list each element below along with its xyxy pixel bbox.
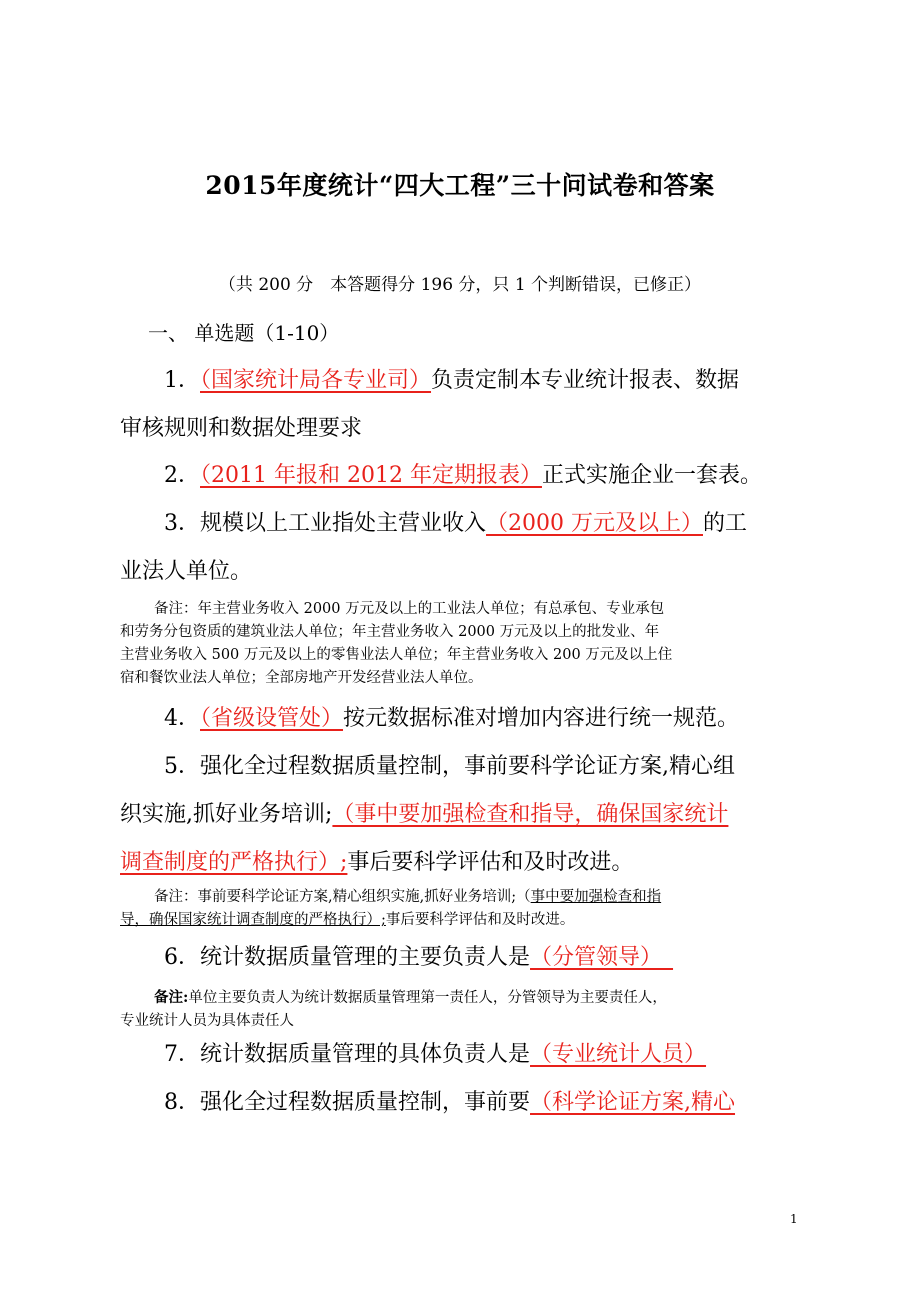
question-text: 强化全过程数据质量控制，事前要科学论证方案,精心组 bbox=[200, 754, 735, 779]
note-line: 备注：年主营业务收入 2000 万元及以上的工业法人单位；有总承包、专业承包 bbox=[154, 601, 665, 617]
answer-text: （事中要加强检查和指导，确保国家统计 bbox=[332, 802, 729, 827]
note-question-6 bbox=[120, 986, 802, 1033]
note-text bbox=[120, 886, 802, 909]
note-label: 备注: bbox=[154, 989, 189, 1006]
note-line: 主营业务收入 500 万元及以上的零售业法人单位；年主营业务收入 200 万元及以上住 bbox=[120, 647, 673, 663]
question-7 bbox=[164, 1040, 706, 1070]
question-text: 统计数据质量管理的主要负责人是 bbox=[200, 945, 531, 970]
note-line: 和劳务分包资质的建筑业法人单位；年主营业务收入 2000 万元及以上的批发业、年 bbox=[120, 624, 660, 640]
question-3-continued: 业法人单位。 bbox=[120, 559, 253, 584]
answer-text: （国家统计局各专业司） bbox=[200, 368, 432, 393]
score-subtitle: （共 200 分 本答题得分 196 分，只 1 个判断错误，已修正） bbox=[218, 275, 702, 295]
question-4 bbox=[164, 704, 739, 734]
note-line: 宿和餐饮业法人单位；全部房地产开发经营业法人单位。 bbox=[120, 670, 483, 686]
question-text: 事后要科学评估和及时改进。 bbox=[347, 850, 634, 875]
question-number: 4． bbox=[164, 706, 200, 731]
note-question-3 bbox=[120, 598, 802, 690]
question-number: 5． bbox=[164, 754, 200, 779]
answer-text: 调查制度的严格执行）; bbox=[120, 850, 348, 875]
note-text-plain: 备注：事前要科学论证方案,精心组织实施,抓好业务培训;（ bbox=[154, 889, 531, 905]
note-text-underlined: 导，确保国家统计调查制度的严格执行）; bbox=[120, 912, 386, 928]
answer-text: （科学论证方案,精心 bbox=[530, 1090, 736, 1115]
answer-text: （分管领导） bbox=[530, 945, 674, 970]
question-1 bbox=[164, 366, 739, 396]
question-2 bbox=[164, 461, 762, 491]
answer-text: （省级设管处） bbox=[200, 706, 344, 731]
note-text bbox=[120, 909, 802, 932]
question-number: 7． bbox=[164, 1042, 200, 1067]
question-8 bbox=[164, 1088, 735, 1118]
question-text: 规模以上工业指处主营业收入 bbox=[200, 511, 487, 536]
question-3 bbox=[164, 509, 747, 539]
document-title: 2015年度统计“四大工程”三十问试卷和答案 bbox=[205, 171, 715, 200]
question-5-line-2 bbox=[120, 800, 728, 830]
question-number: 8． bbox=[164, 1090, 200, 1115]
question-text: 正式实施企业一套表。 bbox=[541, 463, 762, 488]
question-text: 织实施,抓好业务培训; bbox=[120, 802, 333, 827]
question-text-tail: 的工 bbox=[703, 511, 748, 536]
answer-text: （专业统计人员） bbox=[530, 1042, 707, 1067]
note-text-plain: 单位主要负责人为统计数据质量管理第一责任人，分管领导为主要责任人， bbox=[188, 990, 667, 1006]
note-text-plain: 事后要科学评估和及时改进。 bbox=[385, 912, 575, 928]
question-text: 负责定制本专业统计报表、数据 bbox=[431, 368, 740, 393]
question-number: 2． bbox=[164, 463, 200, 488]
question-text: 按元数据标准对增加内容进行统一规范。 bbox=[343, 706, 740, 731]
question-number: 1． bbox=[164, 368, 200, 393]
question-text: 强化全过程数据质量控制，事前要 bbox=[200, 1090, 531, 1115]
note-text-underlined: 事中要加强检查和指 bbox=[530, 889, 662, 905]
answer-text: （2000 万元及以上） bbox=[486, 511, 703, 536]
note-line: 专业统计人员为具体责任人 bbox=[120, 1013, 294, 1029]
note-question-5 bbox=[120, 886, 802, 932]
question-number: 3． bbox=[164, 511, 200, 536]
note-text bbox=[120, 986, 802, 1010]
question-number: 6． bbox=[164, 945, 200, 970]
question-6 bbox=[164, 943, 673, 973]
question-text: 统计数据质量管理的具体负责人是 bbox=[200, 1042, 531, 1067]
question-5 bbox=[164, 752, 735, 782]
section-heading-single-choice: 一、 单选题（1-10） bbox=[148, 321, 340, 345]
question-5-line-3 bbox=[120, 848, 633, 878]
page-number: 1 bbox=[790, 1212, 798, 1226]
answer-text: （2011 年报和 2012 年定期报表） bbox=[200, 463, 542, 488]
question-1-continued: 审核规则和数据处理要求 bbox=[120, 416, 363, 441]
